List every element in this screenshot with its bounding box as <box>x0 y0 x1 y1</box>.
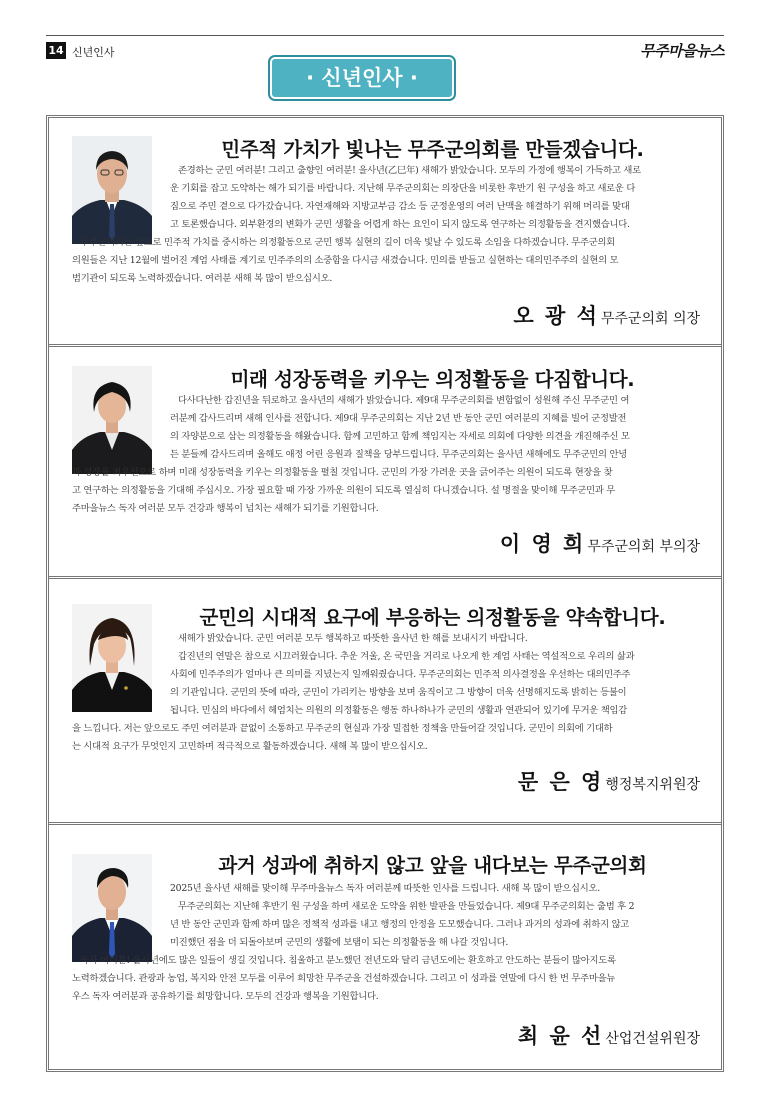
greeting-block <box>52 118 718 344</box>
signature <box>500 528 700 558</box>
body-line: 러분께 감사드리며 새해 인사를 전합니다. 제9대 무주군의회는 지난 2년 반 동안 군민 여러분의 지혜를 빌어 군정발전 <box>170 413 627 424</box>
body-line: 의원들은 지난 12월에 벌어진 계엄 사태를 계기로 민주주의의 소중함을 다시금 새겼습니다. 민의를 받들고 실현하는 대의민주주의 실현의 모 <box>72 255 619 266</box>
greeting-body <box>170 392 702 464</box>
greetings-frame <box>46 115 724 1072</box>
greeting-headline: 과거 성과에 취하지 않고 앞을 내다보는 무주군의회 <box>218 854 647 877</box>
body-line: 범기관이 되도록 노력하겠습니다. 여러분 새해 복 많이 받으십시오. <box>72 273 333 284</box>
body-line: 갑진년의 연말은 참으로 시끄러웠습니다. 추운 겨울, 온 국민을 거리로 나오게 한 계엄 사태는 역설적으로 우리의 삶과 <box>178 651 635 662</box>
portrait-photo <box>72 604 152 712</box>
body-line: 2025년 을사년 새해를 맞이해 무주마을뉴스 독자 여러분께 따뜻한 인사를 드립니다. 새해 복 많이 받으십시오. <box>170 883 600 894</box>
greeting-headline: 군민의 시대적 요구에 부응하는 의정활동을 약속합니다. <box>199 606 666 629</box>
body-line: 짐으로 주민 곁으로 다가갔습니다. 자연재해와 지방교부금 감소 등 군정운영의 여러 난맥을 해결하기 위해 머리를 맞대 <box>170 201 630 212</box>
body-line: 노력하겠습니다. 관광과 농업, 복지와 안전 모두를 이루어 희망찬 무주군을 건설하겠습니다. 그리고 이 성과를 연말에 다시 한 번 무주마을뉴 <box>72 973 616 984</box>
body-line: 독자 여러분! 을사년에도 많은 일들이 생길 것입니다. 침울하고 분노했던 전년도와 달리 금년도에는 환호하고 안도하는 분들이 많아지도록 <box>80 955 616 966</box>
body-line: 년 반 동안 군민과 함께 하며 많은 정책적 성과를 내고 행정의 안정을 도모했습니다. 그러나 과거의 성과에 취하지 않고 <box>170 919 630 930</box>
body-line: 사회에 민주주의가 얼마나 큰 의미를 지녔는지 일깨워줬습니다. 무주군의회는 민주적 의사결정을 우선하는 대의민주주 <box>170 669 631 680</box>
body-line: 다사다난한 갑진년을 뒤로하고 을사년의 새해가 밝았습니다. 제9대 무주군의회를 변함없이 성원해 주신 무주군민 여 <box>178 395 630 406</box>
portrait-photo <box>72 366 152 474</box>
greeting-headline: 미래 성장동력을 키우는 의정활동을 다짐합니다. <box>230 368 635 391</box>
body-line: 미진했던 점을 더 되돌아보며 군민의 생활에 보탬이 되는 의정활동을 해 나갈 것입니다. <box>170 937 509 948</box>
body-line: 새해가 밝았습니다. 군민 여러분 모두 행복하고 따뜻한 을사년 한 해를 보내시기 바랍니다. <box>178 633 528 644</box>
greeting-body <box>72 952 702 1006</box>
signer-title: 무주군의회 부의장 <box>587 539 700 555</box>
header-rule <box>46 35 724 36</box>
greeting-body <box>72 720 702 756</box>
signer-name: 오 광 석 <box>513 304 599 328</box>
greeting-body <box>72 234 702 288</box>
greeting-headline: 민주적 가치가 빛나는 무주군의회를 만들겠습니다. <box>221 138 644 161</box>
section-label: 신년인사 <box>72 46 115 59</box>
body-line: 고 토론했습니다. 외부환경의 변화가 군민 생활을 어렵게 하는 요인이 되지 않도록 연구하는 의정활동을 견지했습니다. <box>170 219 630 230</box>
signer-name: 문 은 영 <box>517 770 604 794</box>
body-line: 무주군의회는 앞으로 민주적 가치를 중시하는 의정활동으로 군민 행복 실현의 길이 더욱 빛날 수 있도록 소임을 다하겠습니다. 무주군의회 <box>80 237 615 248</box>
page-number: 14 <box>46 42 66 59</box>
signature <box>513 300 700 330</box>
signer-title: 산업건설위원장 <box>605 1031 700 1047</box>
signature <box>518 1020 700 1050</box>
greeting-body <box>72 464 702 518</box>
body-line: 존경하는 군민 여러분! 그리고 출향인 여러분! 을사년(乙巳年) 새해가 밝았습니다. 모두의 가정에 행복이 가득하고 새로 <box>178 165 641 176</box>
portrait-photo <box>72 854 152 962</box>
body-line: 주마을뉴스 독자 여러분 모두 건강과 행복이 넘치는 새해가 되기를 기원합니다. <box>72 503 379 514</box>
body-line: 운 기회를 잡고 도약하는 해가 되기를 바랍니다. 지난해 무주군의회는 의장단을 비롯한 후반기 원 구성을 하고 새로운 다 <box>170 183 636 194</box>
greeting-block <box>52 350 718 576</box>
greeting-body <box>170 162 702 234</box>
signer-name: 이 영 희 <box>499 532 586 556</box>
body-line: 의 기관입니다. 군민의 뜻에 따라, 군민이 가리키는 방향을 보며 움직이고 그 방향이 더욱 선명해지도록 밝히는 등불이 <box>170 687 627 698</box>
brand-logo: 무주마을뉴스 <box>640 42 724 60</box>
body-line: 의 자양분으로 삼는 의정활동을 해왔습니다. 함께 고민하고 함께 책임지는 자세로 의회에 다양한 의견을 개진해주신 모 <box>170 431 630 442</box>
body-line: 됩니다. 민심의 바다에서 헤엄치는 의원의 의정활동은 행동 하나하나가 군민의 생활과 연관되어 있기에 무거운 책임감 <box>170 705 627 716</box>
body-line: 무주군의회는 지난해 후반기 원 구성을 하며 새로운 도약을 위한 발판을 만들었습니다. 제9대 무주군의회는 출범 후 2 <box>178 901 635 912</box>
signer-name: 최 윤 선 <box>517 1024 604 1048</box>
signer-title: 행정복지위원장 <box>605 777 700 793</box>
signature <box>518 766 700 796</box>
section-banner: · 신년인사 · <box>270 57 454 99</box>
greeting-body <box>170 880 702 952</box>
body-line: 을 느낍니다. 저는 앞으로도 주민 여러분과 끝없이 소통하고 무주군의 현실과 가장 밀접한 정책을 만들어갈 것입니다. 군민이 의회에 기대하 <box>72 723 613 734</box>
body-line: 우스 독자 여러분과 공유하기를 희망합니다. 모두의 건강과 행복을 기원합니다. <box>72 991 379 1002</box>
greeting-block <box>52 582 718 822</box>
signer-title: 무주군의회 의장 <box>600 311 700 327</box>
body-line: 과 성장을 최우선으로 하며 미래 성장동력을 키우는 의정활동을 펼칠 것입니다. 군민의 가장 가려운 곳을 긁어주는 의원이 되도록 현장을 찾 <box>72 467 613 478</box>
body-line: 고 연구하는 의정활동을 기대해 주십시오. 가장 필요할 때 가장 가까운 의원이 되도록 열심히 다니겠습니다. 설 명절을 맞이해 무주군민과 무 <box>72 485 616 496</box>
body-line: 든 분들께 감사드리며 올해도 애정 어린 응원과 질책을 당부드립니다. 무주군의회는 을사년 새해에도 무주군민의 안녕 <box>170 449 627 460</box>
portrait-photo <box>72 136 152 244</box>
body-line: 는 시대적 요구가 무엇인지 고민하며 적극적으로 활동하겠습니다. 새해 복 많이 받으십시오. <box>72 741 428 752</box>
greeting-body <box>170 630 702 720</box>
greeting-block <box>52 828 718 1068</box>
